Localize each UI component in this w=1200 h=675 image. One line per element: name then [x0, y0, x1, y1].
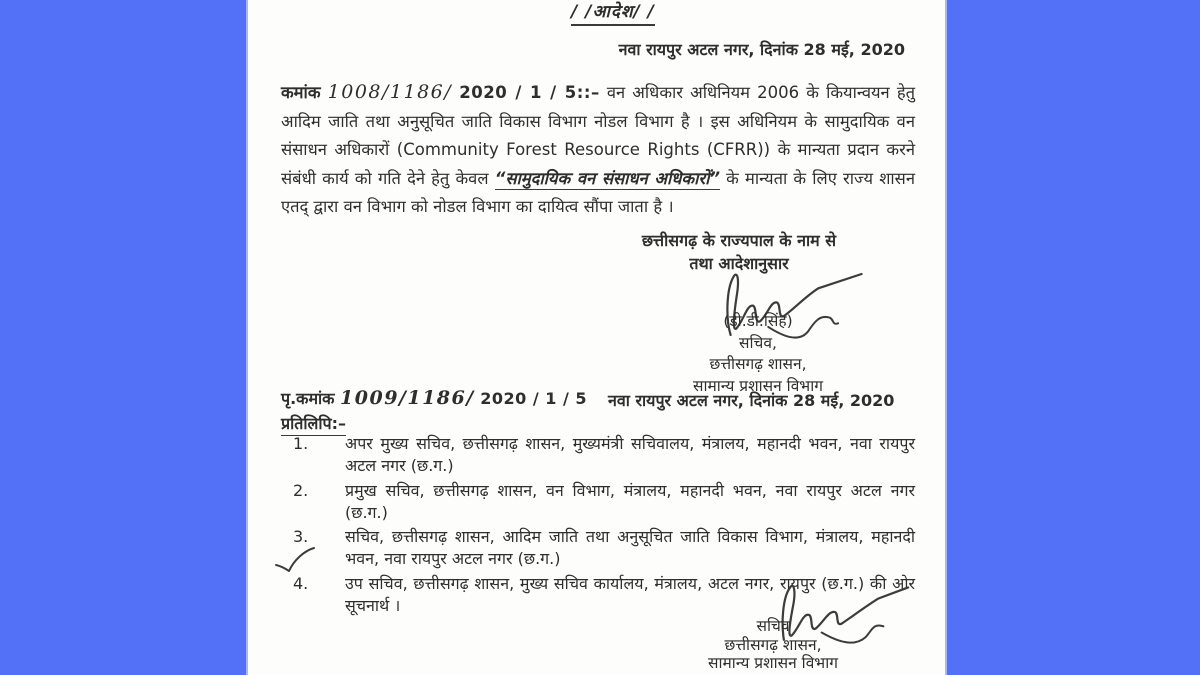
list-item-number: 3.	[293, 527, 309, 546]
list-item	[293, 480, 915, 524]
list-item-number: 2.	[293, 480, 309, 500]
endorsement-number-handwritten: 1009/1186/	[340, 387, 475, 409]
endorsement-line	[281, 387, 921, 409]
order-title-text: / /आदेश/ /	[571, 0, 655, 26]
list-item-text: उप सचिव, छत्तीसगढ़ शासन, मुख्य सचिव कार्यालय, मंत्रालय, अटल नगर, रायपुर (छ.ग.) की ओर सूचनार्थ ।	[345, 573, 915, 615]
place-date-line: नवा रायपुर अटल नगर, दिनांक 28 मई, 2020	[618, 40, 905, 59]
tick-mark-icon	[274, 545, 316, 573]
body-text-highlight: “सामुदायिक वन संसाधन अधिकारों”	[494, 168, 720, 188]
list-item-number: 4.	[293, 573, 309, 593]
order-number-printed: 2020 / 1 / 5::–	[459, 83, 600, 102]
list-item-text: प्रमुख सचिव, छत्तीसगढ़ शासन, वन विभाग, मंत्रालय, महानदी भवन, नवा रायपुर अटल नगर (छ.ग.)	[345, 480, 915, 522]
signatory-name: (डी.डी.सिंह)	[723, 312, 793, 330]
signatory-bottom-block	[668, 617, 878, 673]
copies-label: प्रतिलिपि:–	[281, 412, 346, 436]
list-item	[293, 526, 915, 570]
scanned-document-page	[248, 0, 945, 675]
list-item-text: सचिव, छत्तीसगढ़ शासन, आदिम जाति तथा अनुसूचित जाति विकास विभाग, मंत्रालय, महानदी भवन, नवा रायपुर अटल नगर (छ.ग.)	[345, 527, 915, 568]
order-title	[548, 0, 678, 26]
signatory-government: छत्तीसगढ़ शासन,	[709, 355, 807, 373]
body-text-segment-2: के मान्यता के लिए राज्य शासन एतद् द्वारा वन विभाग को नोडल विभाग का दायित्व सौंपा जाता है ।	[281, 168, 915, 217]
list-item-text: अपर मुख्य सचिव, छत्तीसगढ़ शासन, मुख्यमंत्री सचिवालय, मंत्रालय, महानदी भवन, नवा रायपुर अटल नगर (छ.ग.)	[345, 434, 915, 475]
endorsement-label: पृ.कमांक	[281, 389, 335, 408]
signatory-department: सामान्य प्रशासन विभाग	[693, 376, 823, 395]
list-item	[293, 433, 915, 477]
order-number-handwritten: 1008/1186/	[327, 81, 453, 103]
signatory-bottom-government: छत्तीसगढ़ शासन,	[724, 635, 822, 654]
order-number-label: कमांक	[281, 83, 321, 102]
body-text-segment-1: वन अधिकार अधिनियम 2006 के कियान्वयन हेतु आदिम जाति तथा अनुसूचित जाति विकास विभाग नोडल विभाग है । इस अधिनियम के सामुदायिक वन संसाधन अधिकारों (Community Forest Resource Rights (CFRR)) के मान्यता प्रदान करने संबंधी कार्य को गति देने हेतु केवल	[281, 83, 916, 188]
endorsement-number-printed: 2020 / 1 / 5	[480, 389, 588, 408]
order-body-paragraph	[281, 78, 915, 222]
authority-line-1: छत्तीसगढ़ के राज्यपाल के नाम से	[641, 231, 837, 250]
endorsement-place-date: नवा रायपुर अटल नगर, दिनांक 28 मई, 2020	[608, 391, 895, 410]
list-item-number: 1.	[293, 434, 309, 453]
signatory-bottom-department: सामान्य प्रशासन विभाग	[708, 654, 838, 672]
signatory-designation: सचिव,	[739, 333, 777, 352]
signatory-bottom-designation: सचिव	[756, 617, 790, 635]
signatory-block	[633, 311, 883, 397]
authority-line-2: तथा आदेशानुसार	[689, 254, 789, 273]
